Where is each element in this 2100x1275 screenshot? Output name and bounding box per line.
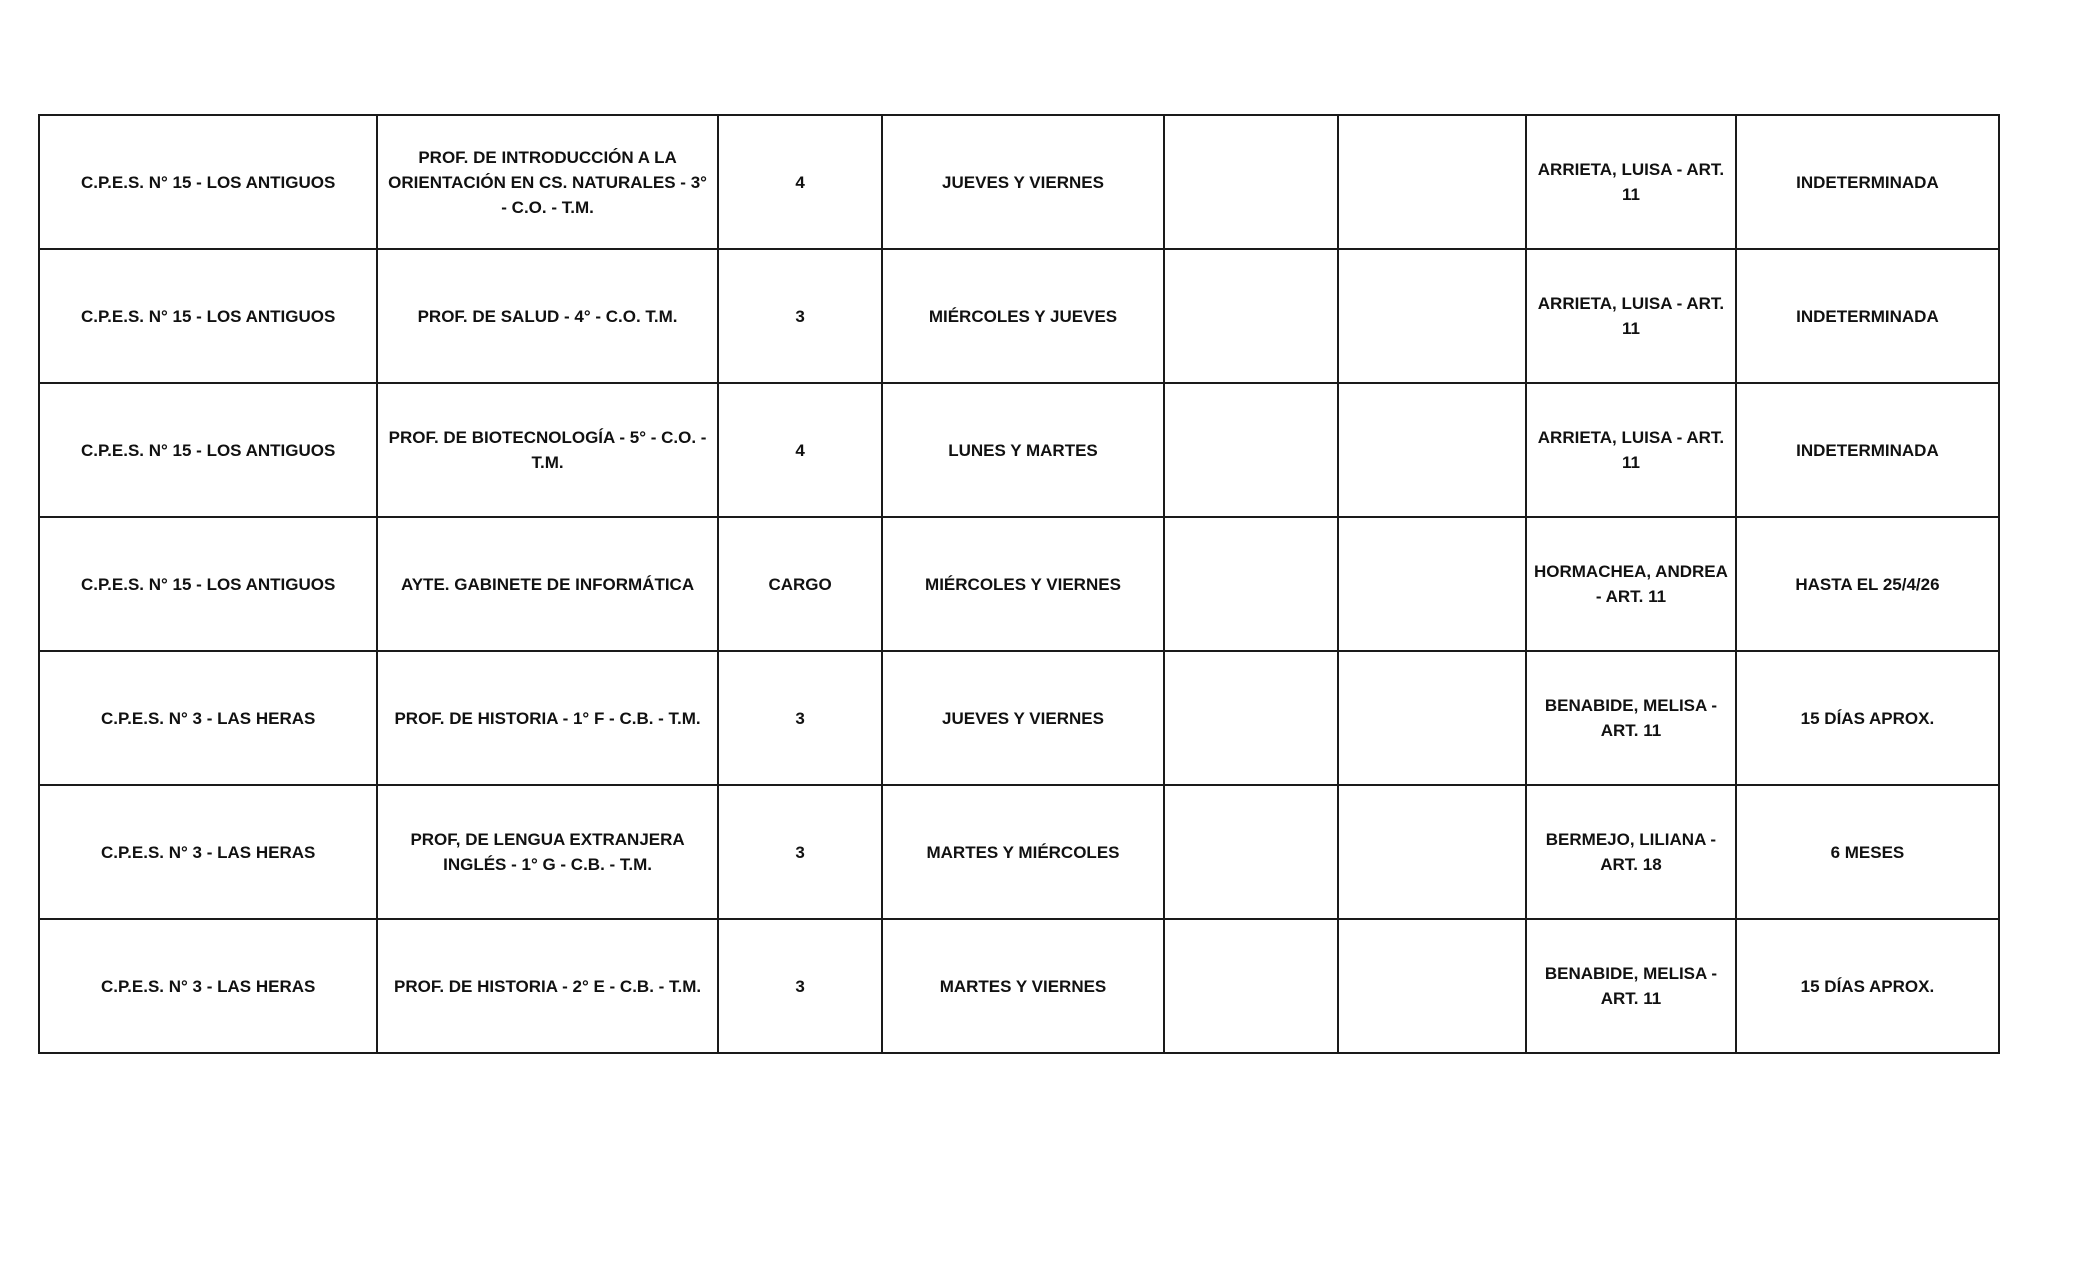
table-row [39,651,1999,785]
days-cell: LUNES Y MARTES [882,383,1163,517]
vacancy-table-sheet [38,114,2000,1054]
teacher-cell: HORMACHEA, ANDREA - ART. 11 [1526,517,1736,651]
table-row [39,383,1999,517]
hours-cell: CARGO [718,517,883,651]
table-row [39,517,1999,651]
table-row [39,115,1999,249]
empty-cell [1164,785,1339,919]
teacher-cell: BENABIDE, MELISA - ART. 11 [1526,919,1736,1053]
teacher-cell: ARRIETA, LUISA - ART. 11 [1526,383,1736,517]
empty-cell [1338,115,1526,249]
empty-cell [1338,517,1526,651]
days-cell: MIÉRCOLES Y JUEVES [882,249,1163,383]
empty-cell [1164,115,1339,249]
table-row [39,785,1999,919]
empty-cell [1338,249,1526,383]
duration-cell: 6 MESES [1736,785,1999,919]
position-cell: PROF. DE SALUD - 4° - C.O. T.M. [377,249,717,383]
position-cell: PROF. DE HISTORIA - 2° E - C.B. - T.M. [377,919,717,1053]
table-row [39,249,1999,383]
days-cell: MIÉRCOLES Y VIERNES [882,517,1163,651]
teacher-cell: BENABIDE, MELISA - ART. 11 [1526,651,1736,785]
school-cell: C.P.E.S. N° 15 - LOS ANTIGUOS [39,249,377,383]
duration-cell: INDETERMINADA [1736,249,1999,383]
teacher-cell: BERMEJO, LILIANA - ART. 18 [1526,785,1736,919]
duration-cell: HASTA EL 25/4/26 [1736,517,1999,651]
days-cell: JUEVES Y VIERNES [882,651,1163,785]
hours-cell: 3 [718,249,883,383]
school-cell: C.P.E.S. N° 3 - LAS HERAS [39,785,377,919]
teacher-cell: ARRIETA, LUISA - ART. 11 [1526,115,1736,249]
empty-cell [1164,651,1339,785]
duration-cell: INDETERMINADA [1736,383,1999,517]
hours-cell: 3 [718,785,883,919]
hours-cell: 4 [718,383,883,517]
days-cell: MARTES Y VIERNES [882,919,1163,1053]
hours-cell: 4 [718,115,883,249]
school-cell: C.P.E.S. N° 3 - LAS HERAS [39,651,377,785]
position-cell: PROF. DE BIOTECNOLOGÍA - 5° - C.O. - T.M. [377,383,717,517]
position-cell: PROF, DE LENGUA EXTRANJERA INGLÉS - 1° G - C.B. - T.M. [377,785,717,919]
hours-cell: 3 [718,919,883,1053]
empty-cell [1164,517,1339,651]
position-cell: PROF. DE INTRODUCCIÓN A LA ORIENTACIÓN EN CS. NATURALES - 3° - C.O. - T.M. [377,115,717,249]
empty-cell [1338,919,1526,1053]
empty-cell [1164,919,1339,1053]
empty-cell [1338,785,1526,919]
days-cell: JUEVES Y VIERNES [882,115,1163,249]
table-row [39,919,1999,1053]
empty-cell [1164,383,1339,517]
teacher-cell: ARRIETA, LUISA - ART. 11 [1526,249,1736,383]
vacancy-table [38,114,2000,1054]
days-cell: MARTES Y MIÉRCOLES [882,785,1163,919]
position-cell: AYTE. GABINETE DE INFORMÁTICA [377,517,717,651]
school-cell: C.P.E.S. N° 15 - LOS ANTIGUOS [39,383,377,517]
position-cell: PROF. DE HISTORIA - 1° F - C.B. - T.M. [377,651,717,785]
duration-cell: 15 DÍAS APROX. [1736,651,1999,785]
duration-cell: 15 DÍAS APROX. [1736,919,1999,1053]
school-cell: C.P.E.S. N° 3 - LAS HERAS [39,919,377,1053]
school-cell: C.P.E.S. N° 15 - LOS ANTIGUOS [39,517,377,651]
empty-cell [1164,249,1339,383]
empty-cell [1338,383,1526,517]
empty-cell [1338,651,1526,785]
hours-cell: 3 [718,651,883,785]
school-cell: C.P.E.S. N° 15 - LOS ANTIGUOS [39,115,377,249]
duration-cell: INDETERMINADA [1736,115,1999,249]
